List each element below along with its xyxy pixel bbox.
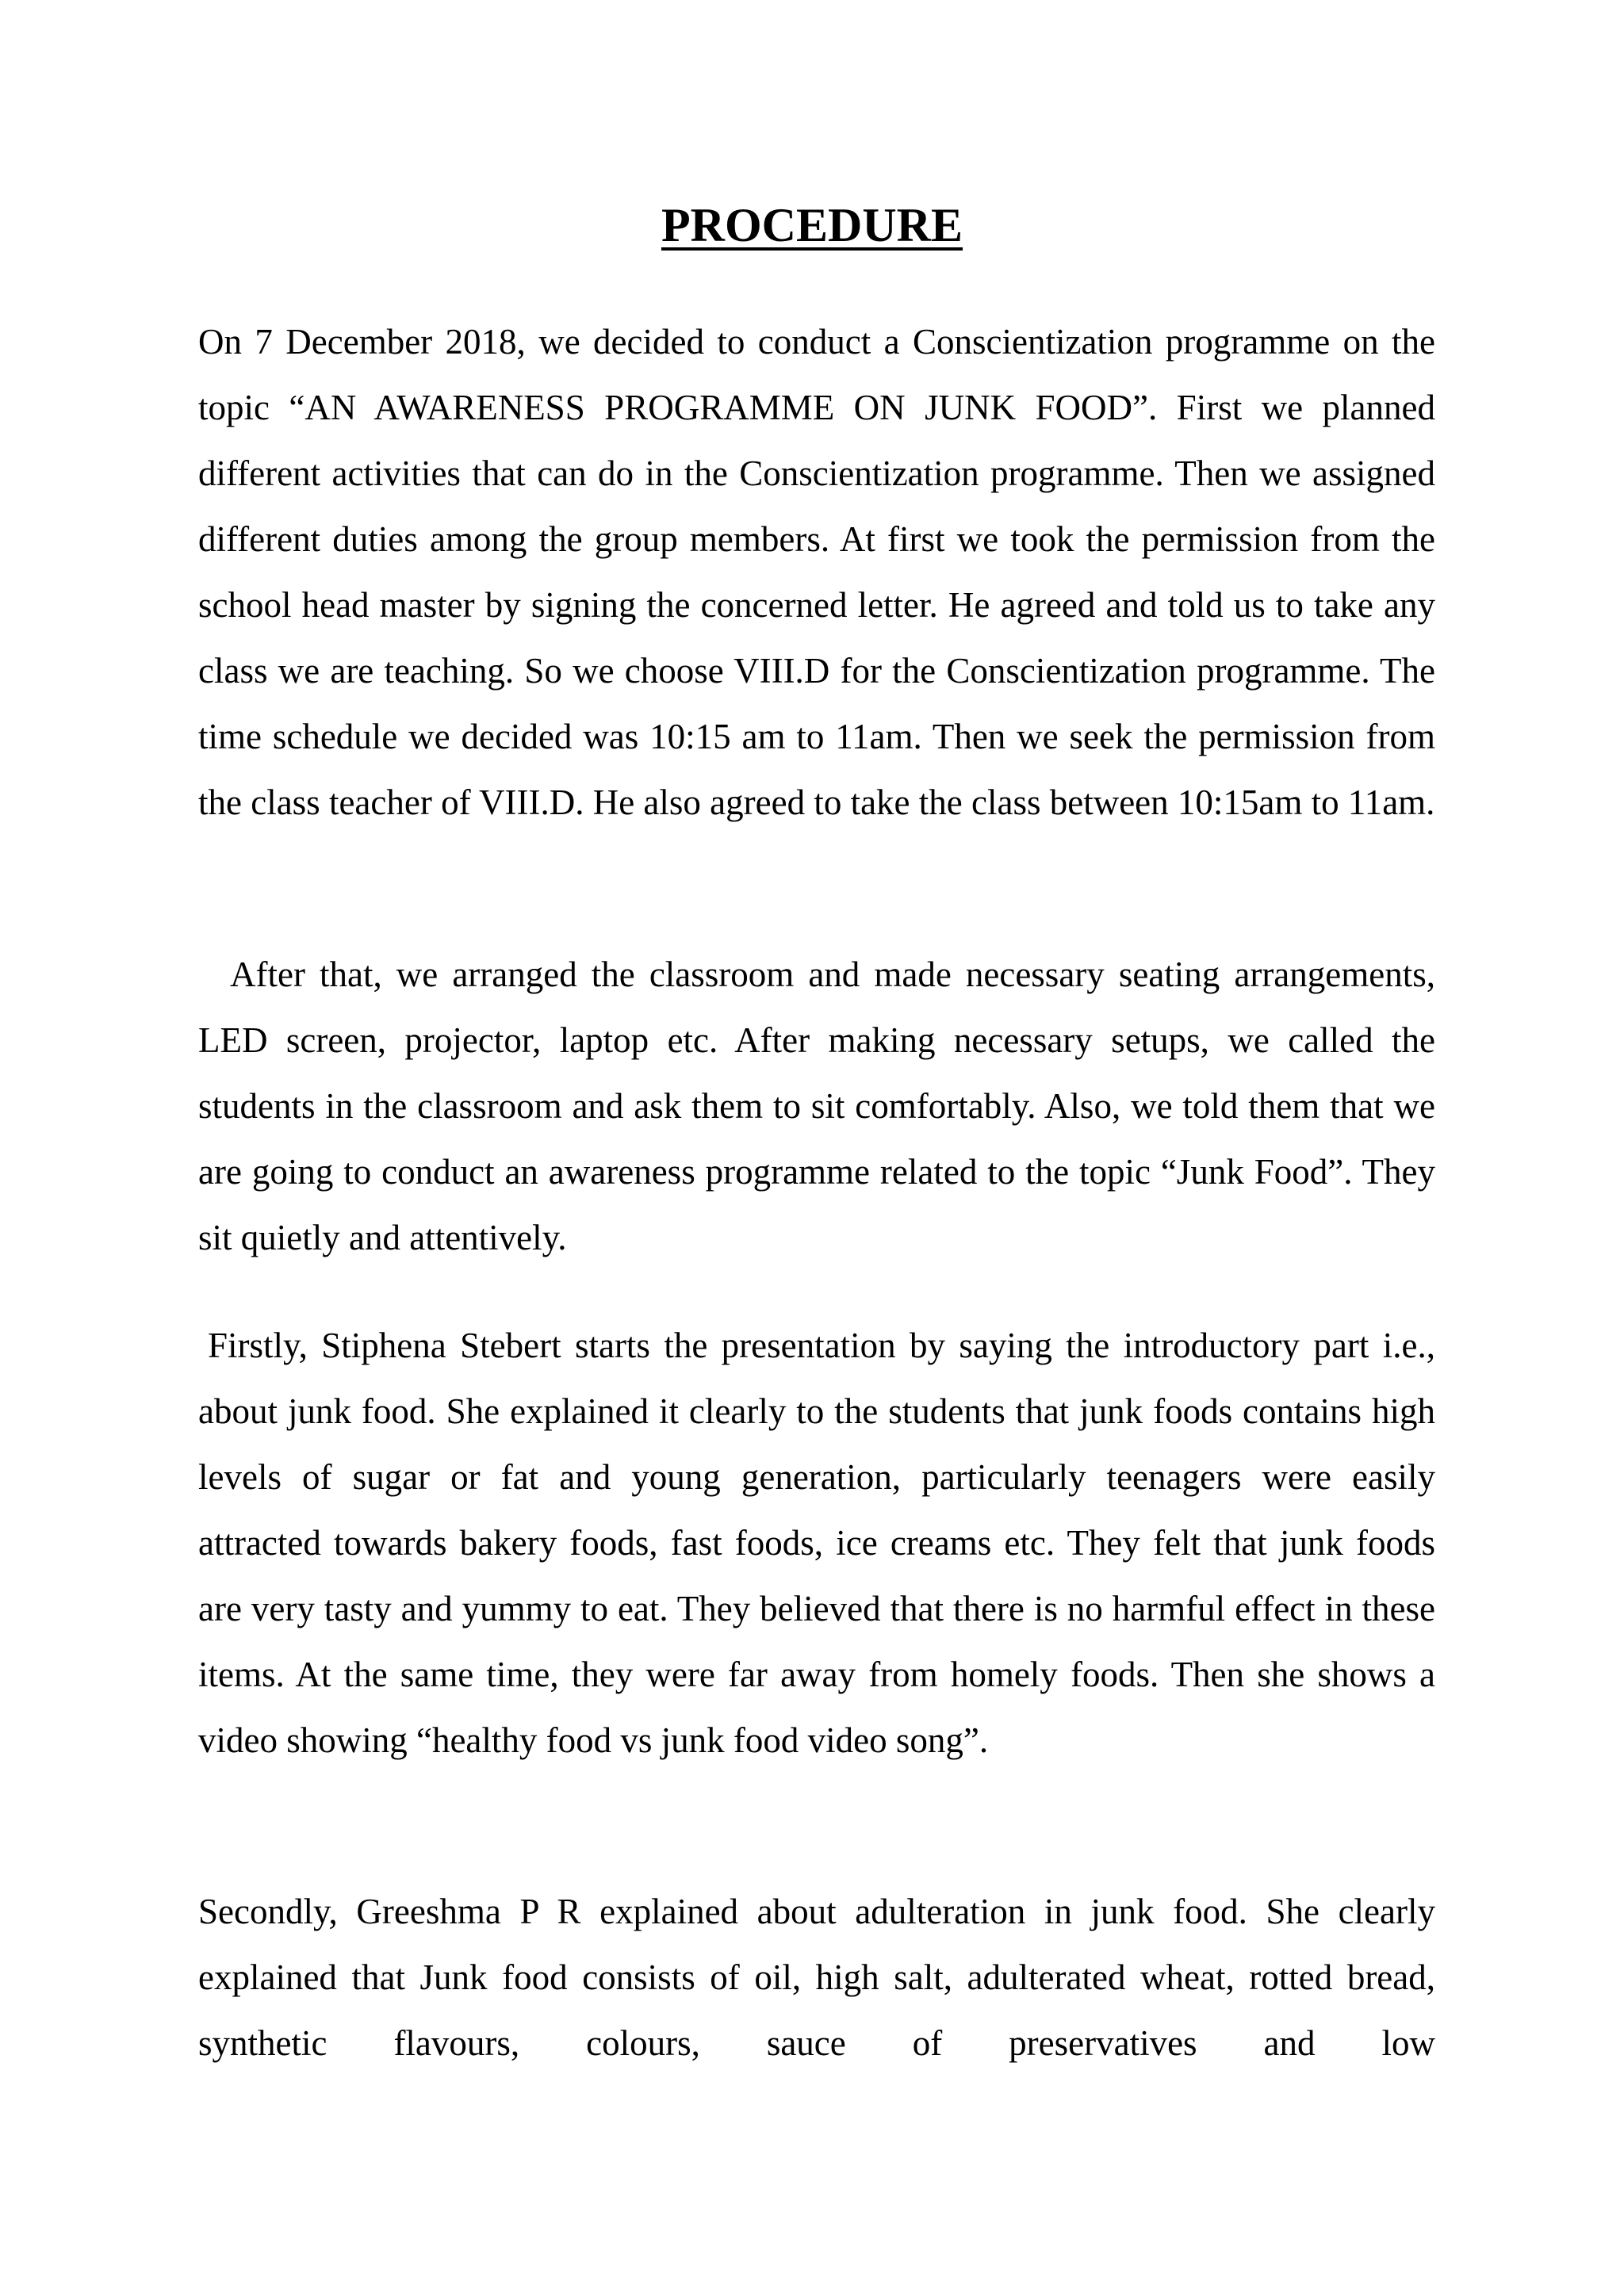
paragraph-4: Secondly, Greeshma P R explained about adulteration in junk food. She clearly explained that Junk food consists of oil, high salt, adulterated wheat, rotted bread, synthetic flavours, colours, sauce of preservatives and low [198,1892,1435,2063]
paragraph-3: Firstly, Stiphena Stebert starts the presentation by saying the introductory part i.e., about junk food. She explained it clearly to the students that junk foods contains high levels of sugar or fat and young generation, particularly teenagers were easily attracted towards bakery foods, fast foods, ice creams etc. They felt that junk foods are very tasty and yummy to eat. They believed that there is no harmful effect in these items. At the same time, they were far away from homely foods. Then she shows a video showing “healthy food vs junk food video song”. [198,1326,1435,1760]
page-title: PROCEDURE [661,199,963,251]
paragraph-1: On 7 December 2018, we decided to conduct a Conscientization programme on the topic “AN AWARENESS PROGRAMME ON JUNK FOOD”. First we planned different activities that can do in the Conscientization programme. Then we assigned different duties among the group members. At first we took the permission from the school head master by signing the concerned letter. He agreed and told us to take any class we are teaching. So we choose VIII.D for the Conscientization programme. The time schedule we decided was 10:15 am to 11am. Then we seek the permission from the class teacher of VIII.D. He also agreed to take the class between 10:15am to 11am. [198,322,1435,822]
paragraph-2: After that, we arranged the classroom and made necessary seating arrangements, LED screen, projector, laptop etc. After making necessary setups, we called the students in the classroom and ask them to sit comfortably. Also, we told them that we are going to conduct an awareness programme related to the topic “Junk Food”. They sit quietly and attentively. [198,955,1435,1257]
